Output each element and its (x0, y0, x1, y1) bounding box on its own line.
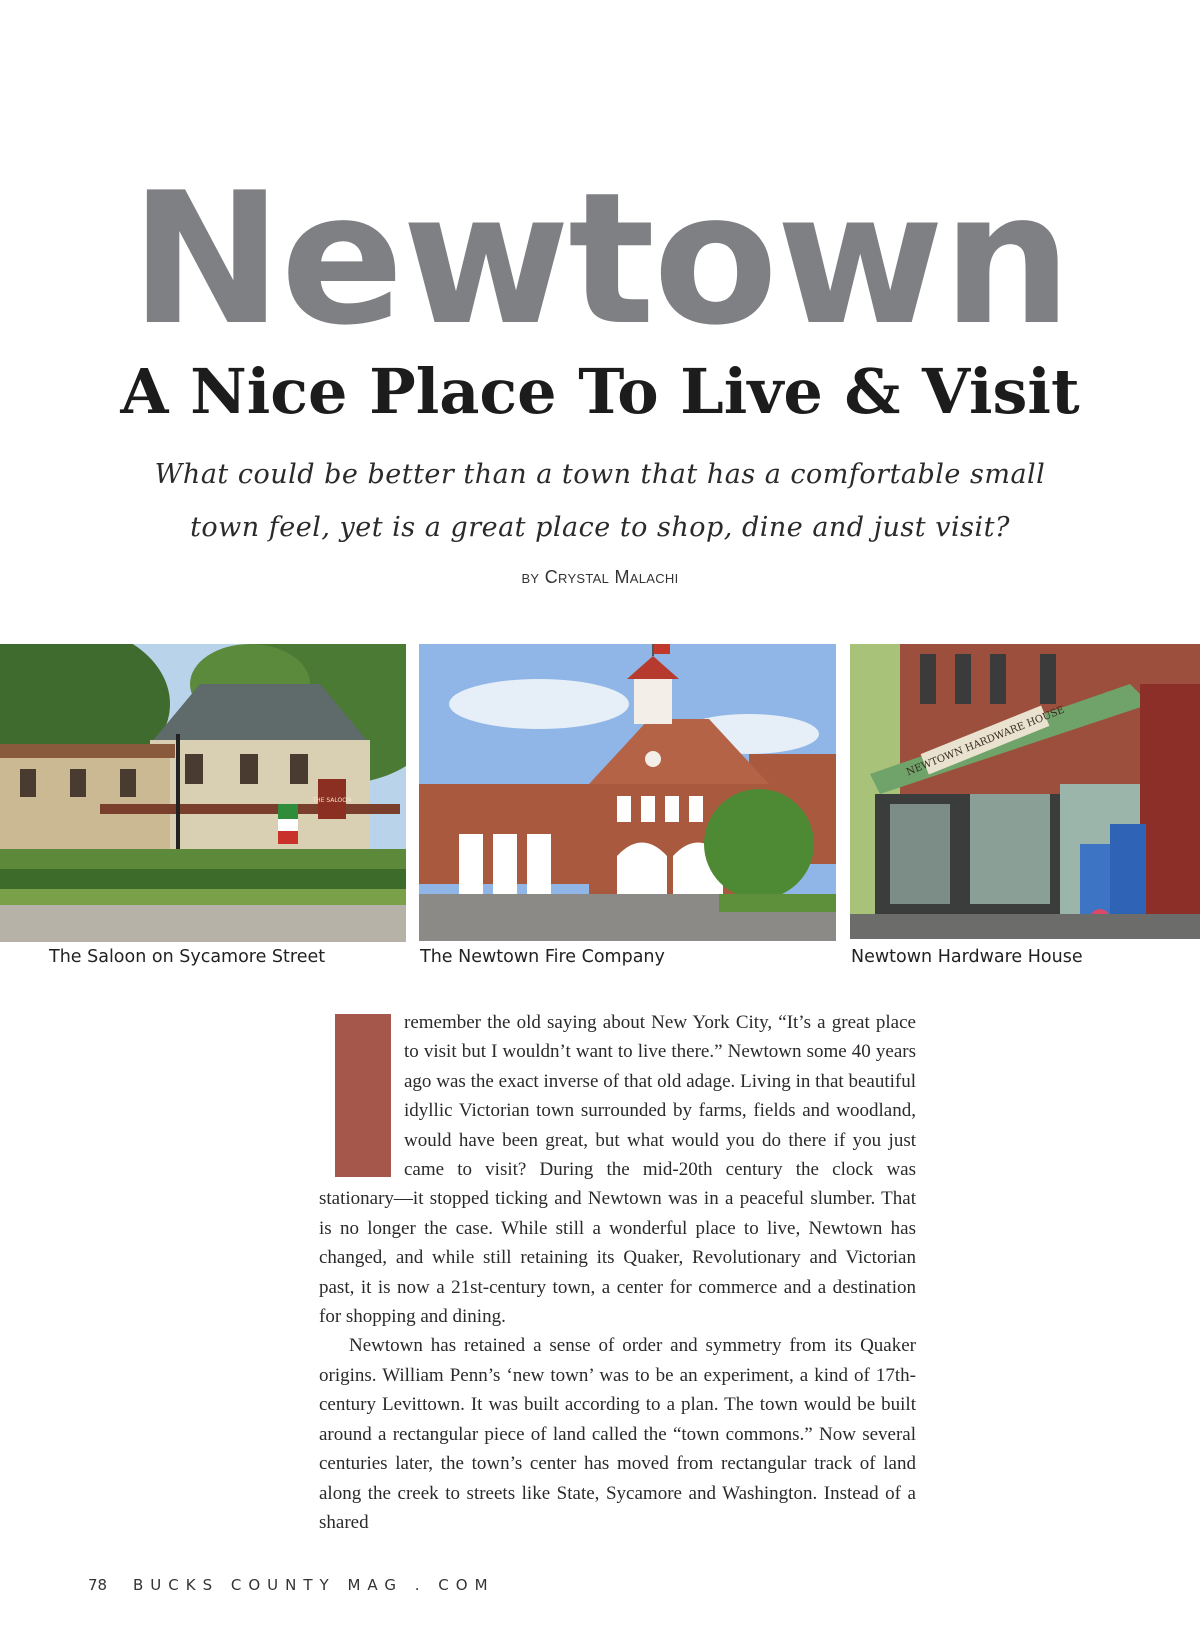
photo-hardware-house (850, 644, 1200, 939)
svg-text:NEWTOWN HARDWARE HOUSE: NEWTOWN HARDWARE HOUSE (904, 704, 1067, 779)
photo-fire-company (419, 644, 836, 941)
photo-saloon (0, 644, 406, 942)
paragraph (319, 1008, 916, 1331)
caption-hardware-house: Newtown Hardware House (851, 947, 1083, 967)
paragraph-text: remember the old saying about New York City, “It’s a great place to visit but I wouldn’t want to live there.” Newtown some 40 years ago was the exact inverse of that old adage. Living in that beautiful idyllic Victorian town surrounded by farms, fields and woodland, would have been great, but what would you do there if you just came to visit? During the mid-20th century the clock was stationary—it stopped ticking and Newtown was in a peaceful slumber. That is no longer the case. While still a wonderful place to live, Newtown has changed, and while still retaining its Quaker, Revolutionary and Victorian past, it is now a 21st-century town, a center for commerce and a destination for shopping and dining. (319, 1012, 916, 1328)
page-number: 78 (88, 1576, 108, 1594)
article-deck: What could be better than a town that has a comfortable small town feel, yet is a great place to shop, dine and just visit? (154, 459, 1046, 543)
drop-cap (335, 1014, 391, 1177)
svg-text:THE SALOON: THE SALOON (312, 797, 352, 804)
byline: by Crystal Malachi (521, 567, 679, 587)
article-title: Newtown (130, 153, 1070, 365)
article-body (319, 1008, 916, 1537)
caption-saloon: The Saloon on Sycamore Street (49, 947, 326, 967)
article-subtitle: A Nice Place To Live & Visit (120, 355, 1080, 428)
caption-fire-company: The Newtown Fire Company (420, 947, 665, 967)
footer-site: BUCKS COUNTY MAG . COM (133, 1576, 495, 1594)
paragraph: Newtown has retained a sense of order and symmetry from its Quaker origins. William Penn’s ‘new town’ was to be an experiment, a kind of 17th-century Levittown. It was built according to a plan. The town would be built around a rectangular piece of land called the “town commons.” Now several centuries later, the town’s center has moved from rectangular track of land along the creek to streets like State, Sycamore and Washington. Instead of a shared (319, 1335, 916, 1533)
